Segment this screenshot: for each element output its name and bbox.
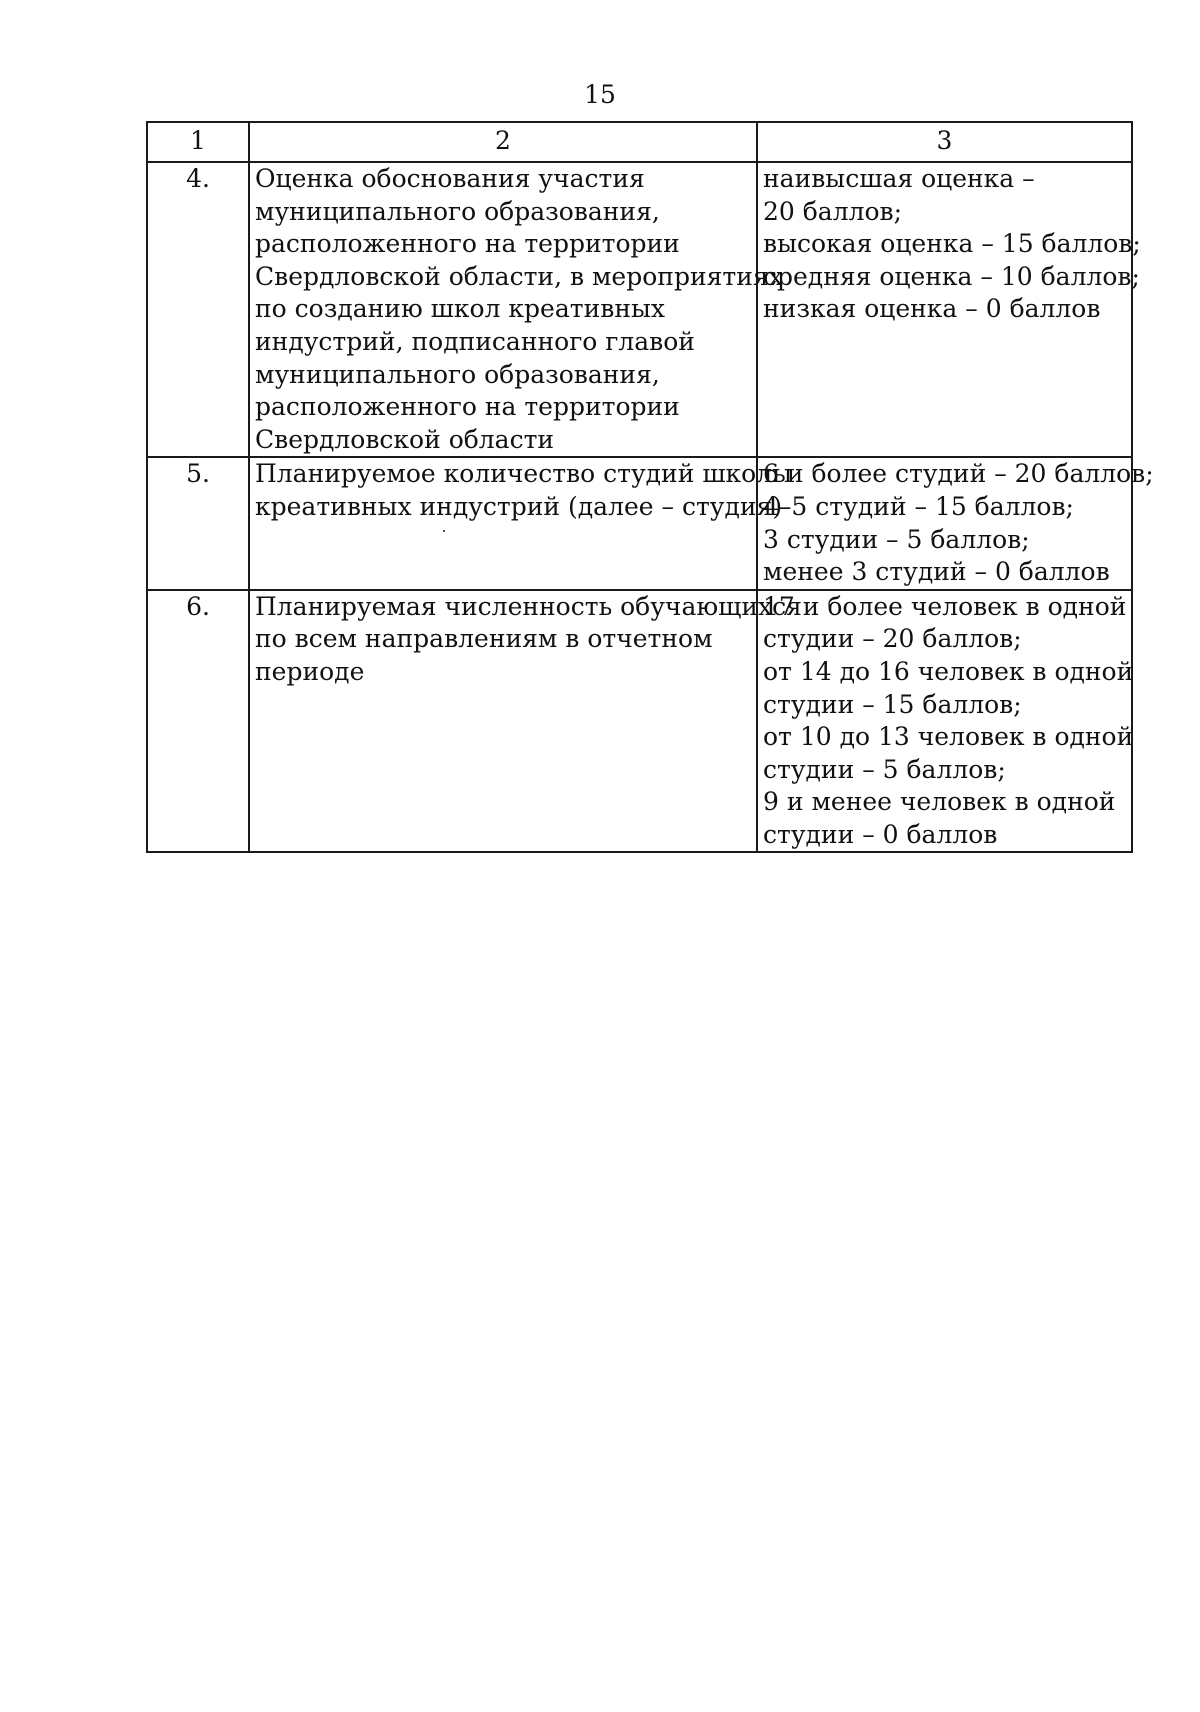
score-line: наивысшая оценка – <box>763 164 1035 193</box>
scores-cell <box>757 162 1141 457</box>
criterion-line: расположенного на территории <box>255 392 680 422</box>
scores-cell <box>757 457 1154 589</box>
criterion-line: Оценка обоснования участия <box>255 164 645 193</box>
criterion-line: расположенного на территории <box>255 229 680 259</box>
criterion-line: муниципального образования, <box>255 196 660 226</box>
criterion-line: по созданию школ креативных <box>255 294 665 324</box>
row-number: 6. <box>147 590 249 853</box>
score-line: средняя оценка – 10 баллов; <box>763 261 1140 291</box>
score-line: студии – 15 баллов; <box>763 689 1022 719</box>
score-line: 9 и менее человек в одной <box>763 787 1116 817</box>
criterion-line: муниципального образования, <box>255 359 660 389</box>
criterion-cell <box>249 590 802 853</box>
score-line: низкая оценка – 0 баллов <box>763 294 1101 324</box>
score-line: менее 3 студий – 0 баллов <box>763 557 1110 587</box>
criterion-line: Свердловской области <box>255 424 555 454</box>
table-row <box>147 457 1132 589</box>
score-line: 17 и более человек в одной <box>763 591 1127 621</box>
criterion-line: периоде <box>255 656 365 686</box>
score-line: студии – 0 баллов <box>763 819 998 849</box>
table-header-row <box>147 122 1132 162</box>
table-row <box>147 590 1132 853</box>
score-line: студии – 5 баллов; <box>763 754 1006 784</box>
column-header-1: 1 <box>147 122 249 162</box>
criterion-line: креативных индустрий (далее – студия) <box>255 491 783 521</box>
row-number: 4. <box>147 162 249 457</box>
criterion-cell <box>249 162 783 457</box>
column-header-2: 2 <box>249 122 757 162</box>
criteria-table <box>146 121 1154 853</box>
score-line: студии – 20 баллов; <box>763 624 1022 654</box>
column-header-3: 3 <box>757 122 1132 162</box>
criterion-line: Планируемая численность обучающихся <box>255 591 802 621</box>
criterion-line: Свердловской области, в мероприятиях <box>255 261 783 291</box>
criterion-line: Планируемое количество студий школы <box>255 459 793 489</box>
criterion-line: по всем направлениям в отчетном <box>255 624 713 654</box>
scan-speck <box>443 530 445 532</box>
criterion-line: индустрий, подписанного главой <box>255 326 695 356</box>
score-line: от 10 до 13 человек в одной <box>763 722 1134 752</box>
score-line: высокая оценка – 15 баллов; <box>763 229 1141 259</box>
page-number: 15 <box>584 80 616 109</box>
score-line: 4–5 студий – 15 баллов; <box>763 491 1074 521</box>
score-line: 20 баллов; <box>763 196 903 226</box>
score-line: от 14 до 16 человек в одной <box>763 656 1134 686</box>
criterion-cell <box>249 457 793 589</box>
scores-cell <box>757 590 1132 853</box>
table-row <box>147 162 1132 457</box>
score-line: 3 студии – 5 баллов; <box>763 524 1030 554</box>
score-line: 6 и более студий – 20 баллов; <box>763 459 1154 489</box>
row-number: 5. <box>147 457 249 589</box>
